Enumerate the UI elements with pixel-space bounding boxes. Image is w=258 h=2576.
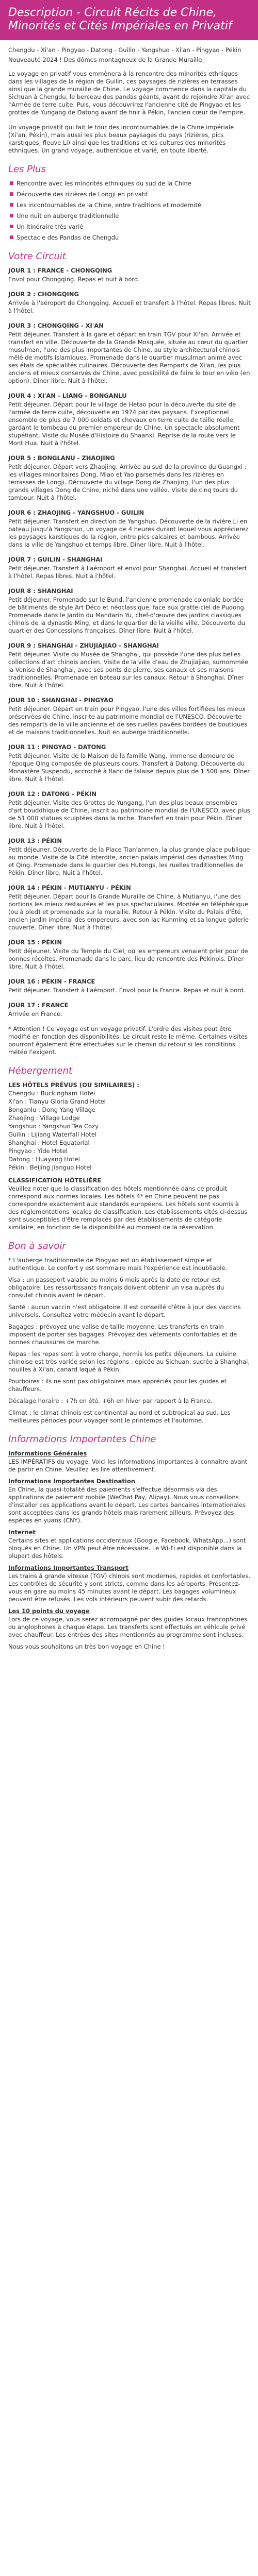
day-title: JOUR 6 : ZHAOJING - YANGSHUO - GUILIN — [8, 509, 144, 516]
page-title: Description - Circuit Récits de Chine, Minorités et Cités Impériales en Privatif — [8, 6, 232, 32]
info-paragraph: Lors de ce voyage, vous serez accompagné par des guides locaux francophones ou anglophones à chaque étape. Les transferts sont effectués en véhicule privé avec chauffeur. Les entrées des sites mentionnés au programme sont incluses. — [8, 1616, 248, 1638]
classification-heading: CLASSIFICATION HÔTELIÈRE — [8, 1177, 102, 1184]
day-block — [8, 1002, 251, 1018]
day-title: JOUR 4 : XI'AN - LIANG - BONGANLU — [8, 392, 127, 399]
day-description: Petit déjeuner. Visite de la Maison de la famille Wang, immense demeure de l'époque Qing composée de plusieurs cours. Transfert à Datong. Découverte du Monastère Suspendu, accroché à flanc de falaise depuis plus de 1 500 ans. Dîner libre. Nuit à l'hôtel. — [8, 752, 250, 783]
list-item: ■ Les incontournables de la Chine, entre traditions et modernité — [9, 201, 251, 209]
intro-paragraph: Le voyage en privatif vous emmènera à la rencontre des minorités ethniques dans les villages de la région de Guilin, ces paysages de rizières en terrasses ainsi que la grande muraille de Chine. Le voyage commence dans la capitale du Sichuan à Chengdu, le berceau des pandas géants, avant de rejoindre Xi'an avec l'Armée de terre cuite. Puis, vous découvrirez l'ancienne cité de Pingyao et les grottes de Yungang de Datong avant de finir à Pékin, l'ancien cœur de l'empire. — [8, 70, 250, 116]
list-item: Zhaojing : Village Lodge — [8, 1114, 80, 1122]
day-title: JOUR 12 : DATONG - PÉKIN — [8, 790, 96, 798]
day-description: Petit déjeuner. Visite des Grottes de Yungang, l'un des plus beaux ensembles d'art bouddhique de Chine, inscrit au patrimoine mondial de l'UNESCO, avec plus de 51 000 statues sculptées dans la roche. Transfert en train pour Pékin. Dîner libre. Nuit à l'hôtel. — [8, 799, 250, 829]
info-heading: Internet — [8, 1529, 36, 1536]
day-description: Arrivée à l'aéroport de Chongqing. Accueil et transfert à l'hôtel. Repas libres. Nuit à l'hôtel. — [8, 299, 251, 314]
info-heading: Informations Importantes Destination — [8, 1478, 135, 1485]
list-item: Shanghai : Hotel Equatorial — [8, 1139, 90, 1146]
list-item: ■ Découverte des rizières de Longji en privatif — [9, 191, 251, 198]
list-item: ■ Un itinéraire très varié — [9, 223, 251, 231]
day-title: JOUR 7 : GUILIN - SHANGHAI — [8, 556, 103, 563]
day-description: Petit déjeuner. Transfert à la gare et départ en train TGV pour Xi'an. Arrivée et transfert en ville. Découverte de la Grande Mosquée, située au cœur du quartier musulman, l'une des plus importantes de Chine, au style architectural chinois mêlé de motifs islamiques. Promenade dans le quartier musulman animé avec ses étals de spécialités culinaires. Découverte des Remparts de Xi'an, les plus anciens et mieux conservés de Chine, avec possibilité de faire le tour en vélo (en option). Dîner libre. Nuit à l'hôtel. — [8, 331, 250, 384]
section-title-circuit: Votre Circuit — [8, 251, 66, 262]
list-item: ■ Rencontre avec les minorités ethniques du sud de la Chine — [9, 180, 251, 188]
list-item: Bonganlu : Dong Yang Village — [8, 1106, 96, 1113]
hotels-list — [8, 1090, 251, 1172]
info-heading: Informations Importantes Transport — [8, 1564, 129, 1571]
info-paragraph: Santé : aucun vaccin n'est obligatoire. Il est conseillé d'être à jour des vaccins universels. Consultez votre médecin avant le départ. — [8, 1303, 241, 1318]
info-heading: Informations Générales — [8, 1450, 87, 1457]
day-title: JOUR 5 : BONGLANU - ZHAOJING — [8, 454, 115, 462]
itinerary-days — [8, 267, 251, 1018]
list-item: Datong : Huayang Hotel — [8, 1156, 80, 1163]
info-paragraph: Décalage horaire : +7h en été, +6h en hiver par rapport à la France. — [8, 1397, 213, 1404]
hotels-heading: LES HÔTELS PRÉVUS (OU SIMILAIRES) : — [8, 1081, 139, 1089]
highlights-list — [9, 180, 251, 242]
day-description: Petit déjeuner. Départ vers Zhaojing. Arrivée au sud de la province du Guangxi : les villages minoritaires Dong, Miao et Yao parsemés dans les rizières en terrasses de Longji. Découverte du village Dong de Zhaojing, l'un des plus grands villages Dong de Chine, niché dans une vallée. Visite de cinq tours du tambour. Nuit à l'hôtel. — [8, 463, 247, 501]
info-paragraph: LES IMPÉRATIFS du voyage. Voici les informations importantes à connaître avant de partir en Chine. Veuillez les lire attentivement. — [8, 1458, 248, 1473]
day-description: Petit déjeuner. Départ pour la Grande Muraille de Chine, à Mutianyu, l'une des portions les mieux restaurées et les plus spectaculaires. Montée en téléphérique (ou à pied) et promenade sur la muraille. Retour à Pékin. Visite du Palais d'Été, ancien jardin impérial des empereurs, avec son lac Kunming et sa longue galerie couverte. Dîner libre. Nuit à l'hôtel. — [8, 893, 249, 931]
classification-text: Veuillez noter que la classification des hôtels mentionnée dans ce produit correspond aux normes locales. Les hôtels 4* en Chine peuvent ne pas correspondre exactement aux standards européens. Les hôtels sont soumis à des réglementations locales de classification. Les établissements cités ci-dessus sont susceptibles d'être remplacés par des établissements de catégorie similaire, en fonction de la disponibilité au moment de la réservation. — [8, 1185, 248, 1231]
day-block — [8, 790, 251, 830]
section-title-bon-a-savoir: Bon à savoir — [8, 1241, 66, 1251]
closing-text: Nous vous souhaitons un très bon voyage en Chine ! — [8, 1643, 165, 1650]
info-paragraph: Bagages : prévoyez une valise de taille moyenne. Les transferts en train imposent de porter ses bagages. Prévoyez des vêtements confortables et de bonnes chaussures de marche. — [8, 1323, 237, 1346]
day-description: Petit déjeuner. Transfert à l'aéroport et envol pour Shanghai. Accueil et transfert à l'hôtel. Repas libres. Nuit à l'hôtel. — [8, 565, 247, 580]
list-item: Guilin : Lijiang Waterfall Hotel — [8, 1131, 97, 1138]
day-description: Envol pour Chongqing. Repas et nuit à bord. — [8, 276, 140, 283]
day-title: JOUR 14 : PÉKIN - MUTIANYU - PÉKIN — [8, 884, 131, 891]
day-title: JOUR 17 : FRANCE — [8, 1002, 69, 1009]
day-description: Petit déjeuner. Départ en train pour Pingyao, l'une des villes fortifiées les mieux préservées de Chine, inscrite au patrimoine mondial de l'UNESCO. Découverte des remparts de la ville ancienne et de ses ruelles pavées bordées de boutiques et de maisons traditionnelles. Nuit en auberge traditionnelle. — [8, 705, 248, 736]
day-description: Petit déjeuner. Découverte de la Place Tian'anmen, la plus grande place publique au monde. Visite de la Cité Interdite, ancien palais impérial des dynasties Ming et Qing. Promenade dans le quartier des Hutongs, les ruelles traditionnelles de Pékin. Dîner libre. Nuit à l'hôtel. — [8, 846, 250, 876]
info-paragraph: Repas : les repas sont à votre charge, hormis les petits déjeuners. La cuisine chinoise est très variée selon les régions : épicée au Sichuan, sucrée à Shanghai, nouilles à Xi'an, canard laqué à Pékin. — [8, 1350, 250, 1373]
info-paragraph: Pourboires : ils ne sont pas obligatoires mais appréciés pour les guides et chauffeurs. — [8, 1378, 227, 1393]
day-block — [8, 978, 251, 994]
day-title: JOUR 1 : FRANCE - CHONGQING — [8, 267, 112, 274]
list-item: Yangshuo : Yangshuo Tea Cozy — [8, 1123, 99, 1130]
info-sections — [8, 1450, 251, 1639]
day-block — [8, 837, 251, 877]
section-title-hebergement: Hébergement — [8, 1065, 73, 1076]
info-paragraph: Les trains à grande vitesse (TGV) chinois sont modernes, rapides et confortables. Les contrôles de sécurité y sont stricts, comme dans les aéroports. Présentez-vous en gare au moins 45 minutes avant le départ. Les bagages volumineux peuvent être refusés. Les vols intérieurs peuvent subir des retards. — [8, 1572, 251, 1603]
day-description: Petit déjeuner. Visite du Musée de Shanghai, qui possède l'une des plus belles collections d'art chinois ancien. Visite de la ville d'eau de Zhujiajiao, surnommée la Venise de Shanghai, avec ses ponts de pierre, ses canaux et ses maisons traditionnelles. Promenade en bateau sur les canaux. Retour à Shanghai. Dîner libre. Nuit à l'hôtel. — [8, 651, 248, 689]
main-content — [0, 46, 258, 1651]
day-block — [8, 743, 251, 783]
day-block — [8, 697, 251, 736]
list-item: Chengdu : Buckingham Hotel — [8, 1090, 95, 1097]
day-block — [8, 454, 251, 502]
header-banner — [0, 0, 258, 40]
section-title-informations: Informations Importantes Chine — [8, 1434, 156, 1445]
itinerary-note: * Attention ! Ce voyage est un voyage privatif. L'ordre des visites peut être modifié en fonction des disponibilités. Le circuit reste le même. Certaines visites pourront également être effectuées sur le chemin du retour si les conditions météo l'exigent. — [8, 1025, 248, 1056]
day-block — [8, 939, 251, 971]
info-paragraph: * L'auberge traditionnelle de Pingyao est un établissement simple et authentique. Le confort y est sommaire mais l'expérience est inoubliable. — [8, 1257, 228, 1272]
day-block — [8, 392, 251, 447]
day-block — [8, 642, 251, 689]
day-description: Arrivée en France. — [8, 1010, 62, 1018]
day-title: JOUR 15 : PÉKIN — [8, 939, 62, 946]
section-title-les-plus: Les Plus — [8, 164, 46, 175]
day-description: Petit déjeuner. Transfert en direction de Yangshuo. Découverte de la rivière Li en bateau jusqu'à Yangshuo, un voyage de 4 heures durant lequel vous apprécierez les paysages karstiques de la région, entre pics calcaires et bambous. Arrivée dans la ville de Yangshuo et temps libre. Dîner libre. Nuit à l'hôtel. — [8, 518, 249, 548]
info-paragraph: Climat : le climat chinois est continental au nord et subtropical au sud. Les meilleures périodes pour voyager sont le printemps et l'automne. — [8, 1409, 231, 1424]
route-line: Chengdu - Xi'an - Pingyao - Datong - Guilin - Yangshuo - Xi'an - Pingyao - Pékin — [8, 46, 241, 54]
day-description: Petit déjeuner. Départ pour le village de Hetao pour la découverte du site de l'armée de terre cuite, découverte en 1974 par des paysans. Exceptionnel ensemble de plus de 7 000 soldats et chevaux en terre cuite de taille réelle, gardant le tombeau du premier empereur de Chine. Un spectacle absolument stupéfiant. Visite du Musée d'Histoire du Shaanxi. Reprise de la route vers le Mont Hua. Nuit à l'hôtel. — [8, 401, 240, 447]
list-item: Pingyao : Yide Hotel — [8, 1147, 68, 1155]
info-paragraph: En Chine, la quasi-totalité des paiements s'effectue désormais via des applications de paiement mobile (WeChat Pay, Alipay). Nous vous conseillons d'installer ces applications avant le départ. Les cartes bancaires internationales sont acceptées dans les grands hôtels mais rarement ailleurs. Prévoyez des espèces en yuans (CNY). — [8, 1486, 246, 1524]
day-block — [8, 884, 251, 931]
day-description: Petit déjeuner. Transfert à l'aéroport. Envol pour la France. Repas et nuit à bord. — [8, 987, 246, 994]
list-item: Pékin : Beijing Jianguo Hotel — [8, 1164, 92, 1171]
day-title: JOUR 16 : PÉKIN - FRANCE — [8, 978, 95, 985]
list-item: Xi'an : Tianyu Gloria Grand Hotel — [8, 1098, 106, 1105]
day-block — [8, 267, 251, 283]
info-paragraph: Certains sites et applications occidentaux (Google, Facebook, WhatsApp...) sont bloqués en Chine. Un VPN peut être nécessaire. Le Wi-Fi est disponible dans la plupart des hôtels. — [8, 1537, 246, 1560]
list-item: ■ Une nuit en auberge traditionnelle — [9, 212, 251, 220]
day-title: JOUR 10 : SHANGHAI - PINGYAO — [8, 697, 114, 704]
day-title: JOUR 2 : CHONGQING — [8, 291, 79, 298]
day-block — [8, 556, 251, 580]
day-title: JOUR 9 : SHANGHAI - ZHUJIAJIAO - SHANGHAI — [8, 642, 159, 649]
day-block — [8, 291, 251, 315]
day-block — [8, 322, 251, 385]
day-block — [8, 509, 251, 549]
day-description: Petit déjeuner. Visite du Temple du Ciel, où les empereurs venaient prier pour de bonnes récoltes. Promenade dans le parc, lieu de rencontre des Pékinois. Dîner libre. Nuit à l'hôtel. — [8, 947, 248, 970]
day-title: JOUR 13 : PÉKIN — [8, 837, 62, 844]
day-title: JOUR 3 : CHONGQING - XI'AN — [8, 322, 104, 329]
departure-note: Nouveauté 2024 ! Des dômes montagneux de la Grande Muraille. — [8, 56, 204, 63]
bon-a-savoir-list — [8, 1257, 251, 1425]
day-title: JOUR 11 : PINGYAO - DATONG — [8, 743, 106, 751]
list-item: ■ Spectacle des Pandas de Chengdu — [9, 234, 251, 242]
day-block — [8, 587, 251, 635]
intro-paragraph: Un voyage privatif qui fait le tour des incontournables de la Chine impériale (Xi'an, Pékin), mais aussi les plus beaux paysages du pays (rizières, pics karstiques, fleuve Li) ainsi que les traditions et les cultures des minorités ethniques. Un grand voyage, authentique et varié, en toute liberté. — [8, 124, 234, 154]
info-paragraph: Visa : un passeport valable au moins 6 mois après la date de retour est obligatoire. Les ressortissants français doivent obtenir un visa auprès du consulat chinois avant le départ. — [8, 1276, 224, 1299]
day-title: JOUR 8 : SHANGHAI — [8, 587, 73, 595]
info-heading: Les 10 points du voyage — [8, 1607, 90, 1615]
day-description: Petit déjeuner. Promenade sur le Bund, l'ancienne promenade coloniale bordée de bâtiments de style Art Déco et néoclassique, face aux gratte-ciel de Pudong. Promenade dans le Jardin du Mandarin Yu, chef-d'œuvre des jardins classiques chinois de la dynastie Ming, et dans le quartier de la vieille ville. Découverte du quartier des Concessions françaises. Dîner libre. Nuit à l'hôtel. — [8, 596, 246, 634]
